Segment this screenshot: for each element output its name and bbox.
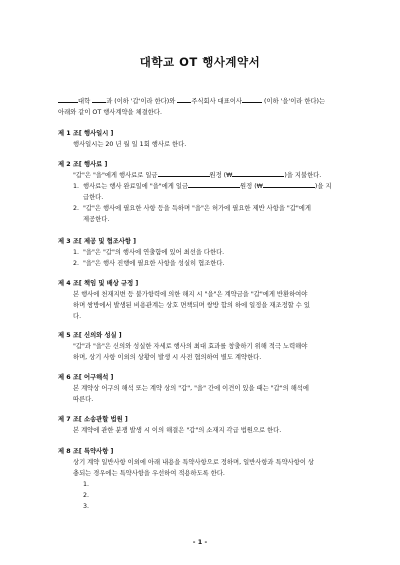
representative-blank <box>242 96 262 103</box>
article-1-title: 제 1 조[ 행사일시 ] <box>58 130 114 137</box>
article-6-line-1: 본 계약상 어구의 해석 또는 계약 상의 "갑", "을" 간에 이견이 있을 때는 "갑"의 해석에 <box>73 385 309 392</box>
article-3 <box>58 236 358 269</box>
article-8-title: 제 8 조[ 특약사항 ] <box>58 448 114 455</box>
article-2 <box>58 159 358 225</box>
fee-amount-blank <box>232 170 284 177</box>
article-3-title: 제 3 조[ 제공 및 협조사항 ] <box>58 238 137 245</box>
article-8 <box>58 446 358 512</box>
article-8-item-1: 1. <box>83 481 90 488</box>
article-5-title: 제 5 조[ 신의와 성실 ] <box>58 332 122 339</box>
article-4 <box>58 278 358 322</box>
article-2-line-1: "갑"은 "을"에게 행사료로 일금 원정 (₩ )을 지불한다. <box>73 172 322 179</box>
article-4-line-3: 다. <box>73 313 82 320</box>
article-4-line-1: 본 행사에 천재지변 등 불가항력에 의한 해지 시 "을"은 계약금을 "갑"에게 반환하여야 <box>73 291 308 298</box>
article-2-title: 제 2 조[ 행사료 ] <box>58 161 108 168</box>
page-number: - 1 - <box>192 538 208 546</box>
balance-amount-blank <box>263 181 315 188</box>
document-title: 대학교 OT 행사계약서 <box>139 55 261 69</box>
article-1-body: 행사일시는 20 년 월 일 1회 행사로 한다. <box>73 141 187 148</box>
article-8-line-1: 상기 계약 일반사항 이외에 아래 내용을 특약사항으로 정하며, 일반사항과 특약사항이 상 <box>73 459 314 466</box>
article-3-item-1: 1. "을"은 "갑"의 행사에 연출함에 있어 최선을 다한다. <box>73 249 225 256</box>
article-8-item-2: 2. <box>83 492 90 499</box>
intro-line-2: 아래와 같이 OT 행사계약을 체결한다. <box>58 109 162 116</box>
university-blank <box>58 96 78 103</box>
company-blank <box>177 96 191 103</box>
article-8-item-3: 3. <box>83 503 90 510</box>
article-2-item-1: 1. 행사료는 행사 완료일에 "을"에게 일금 원정 (₩ )을 지 급한다. <box>73 183 332 201</box>
article-5-line-1: "갑"과 "을"은 신의와 성실한 자세로 행사의 최대 효과를 창출하기 위해 적극 노력해야 <box>73 343 308 350</box>
intro-paragraph <box>58 96 358 118</box>
article-7 <box>58 414 358 436</box>
article-5-line-2: 하며, 상기 사항 이외의 상황이 발생 시 사전 협의하여 별도 계약한다. <box>73 354 262 361</box>
article-7-title: 제 7 조[ 소송관할 법원 ] <box>58 416 128 423</box>
article-6-title: 제 6 조[ 어구해석 ] <box>58 374 114 381</box>
intro-line-1: 대학 과 (이하 '갑'이라 한다)와 주식회사 대표이사 (이하 '을'이라 한다)는 <box>58 96 358 107</box>
article-8-line-2: 충되는 경우에는 특약사항을 우선하여 적용하도록 한다. <box>73 470 225 477</box>
article-4-title: 제 4 조[ 책임 및 배상 규정 ] <box>58 280 139 287</box>
article-5 <box>58 330 358 363</box>
article-7-line-1: 본 계약에 관한 분쟁 발생 시 이의 해결은 "갑"의 소재지 각급 법원으로 한다. <box>73 427 282 434</box>
article-1 <box>58 128 358 150</box>
article-6 <box>58 372 358 405</box>
article-3-item-2: 2. "을"은 행사 진행에 필요한 사항을 성실히 협조한다. <box>73 260 225 267</box>
article-6-line-2: 따른다. <box>73 396 94 403</box>
fee-words-blank <box>158 170 210 177</box>
department-blank <box>92 96 106 103</box>
balance-words-blank <box>188 181 240 188</box>
article-2-item-2: 2. "갑"은 행사에 필요한 사항 등을 득하며 "을"은 허가에 필요한 제반 사항을 "갑"에게 제공한다. <box>73 205 311 223</box>
article-4-line-2: 하며 쌍방에서 발생된 비용관계는 상호 면책되며 쌍방 합의 하에 일정을 재조정할 수 있 <box>73 302 310 309</box>
